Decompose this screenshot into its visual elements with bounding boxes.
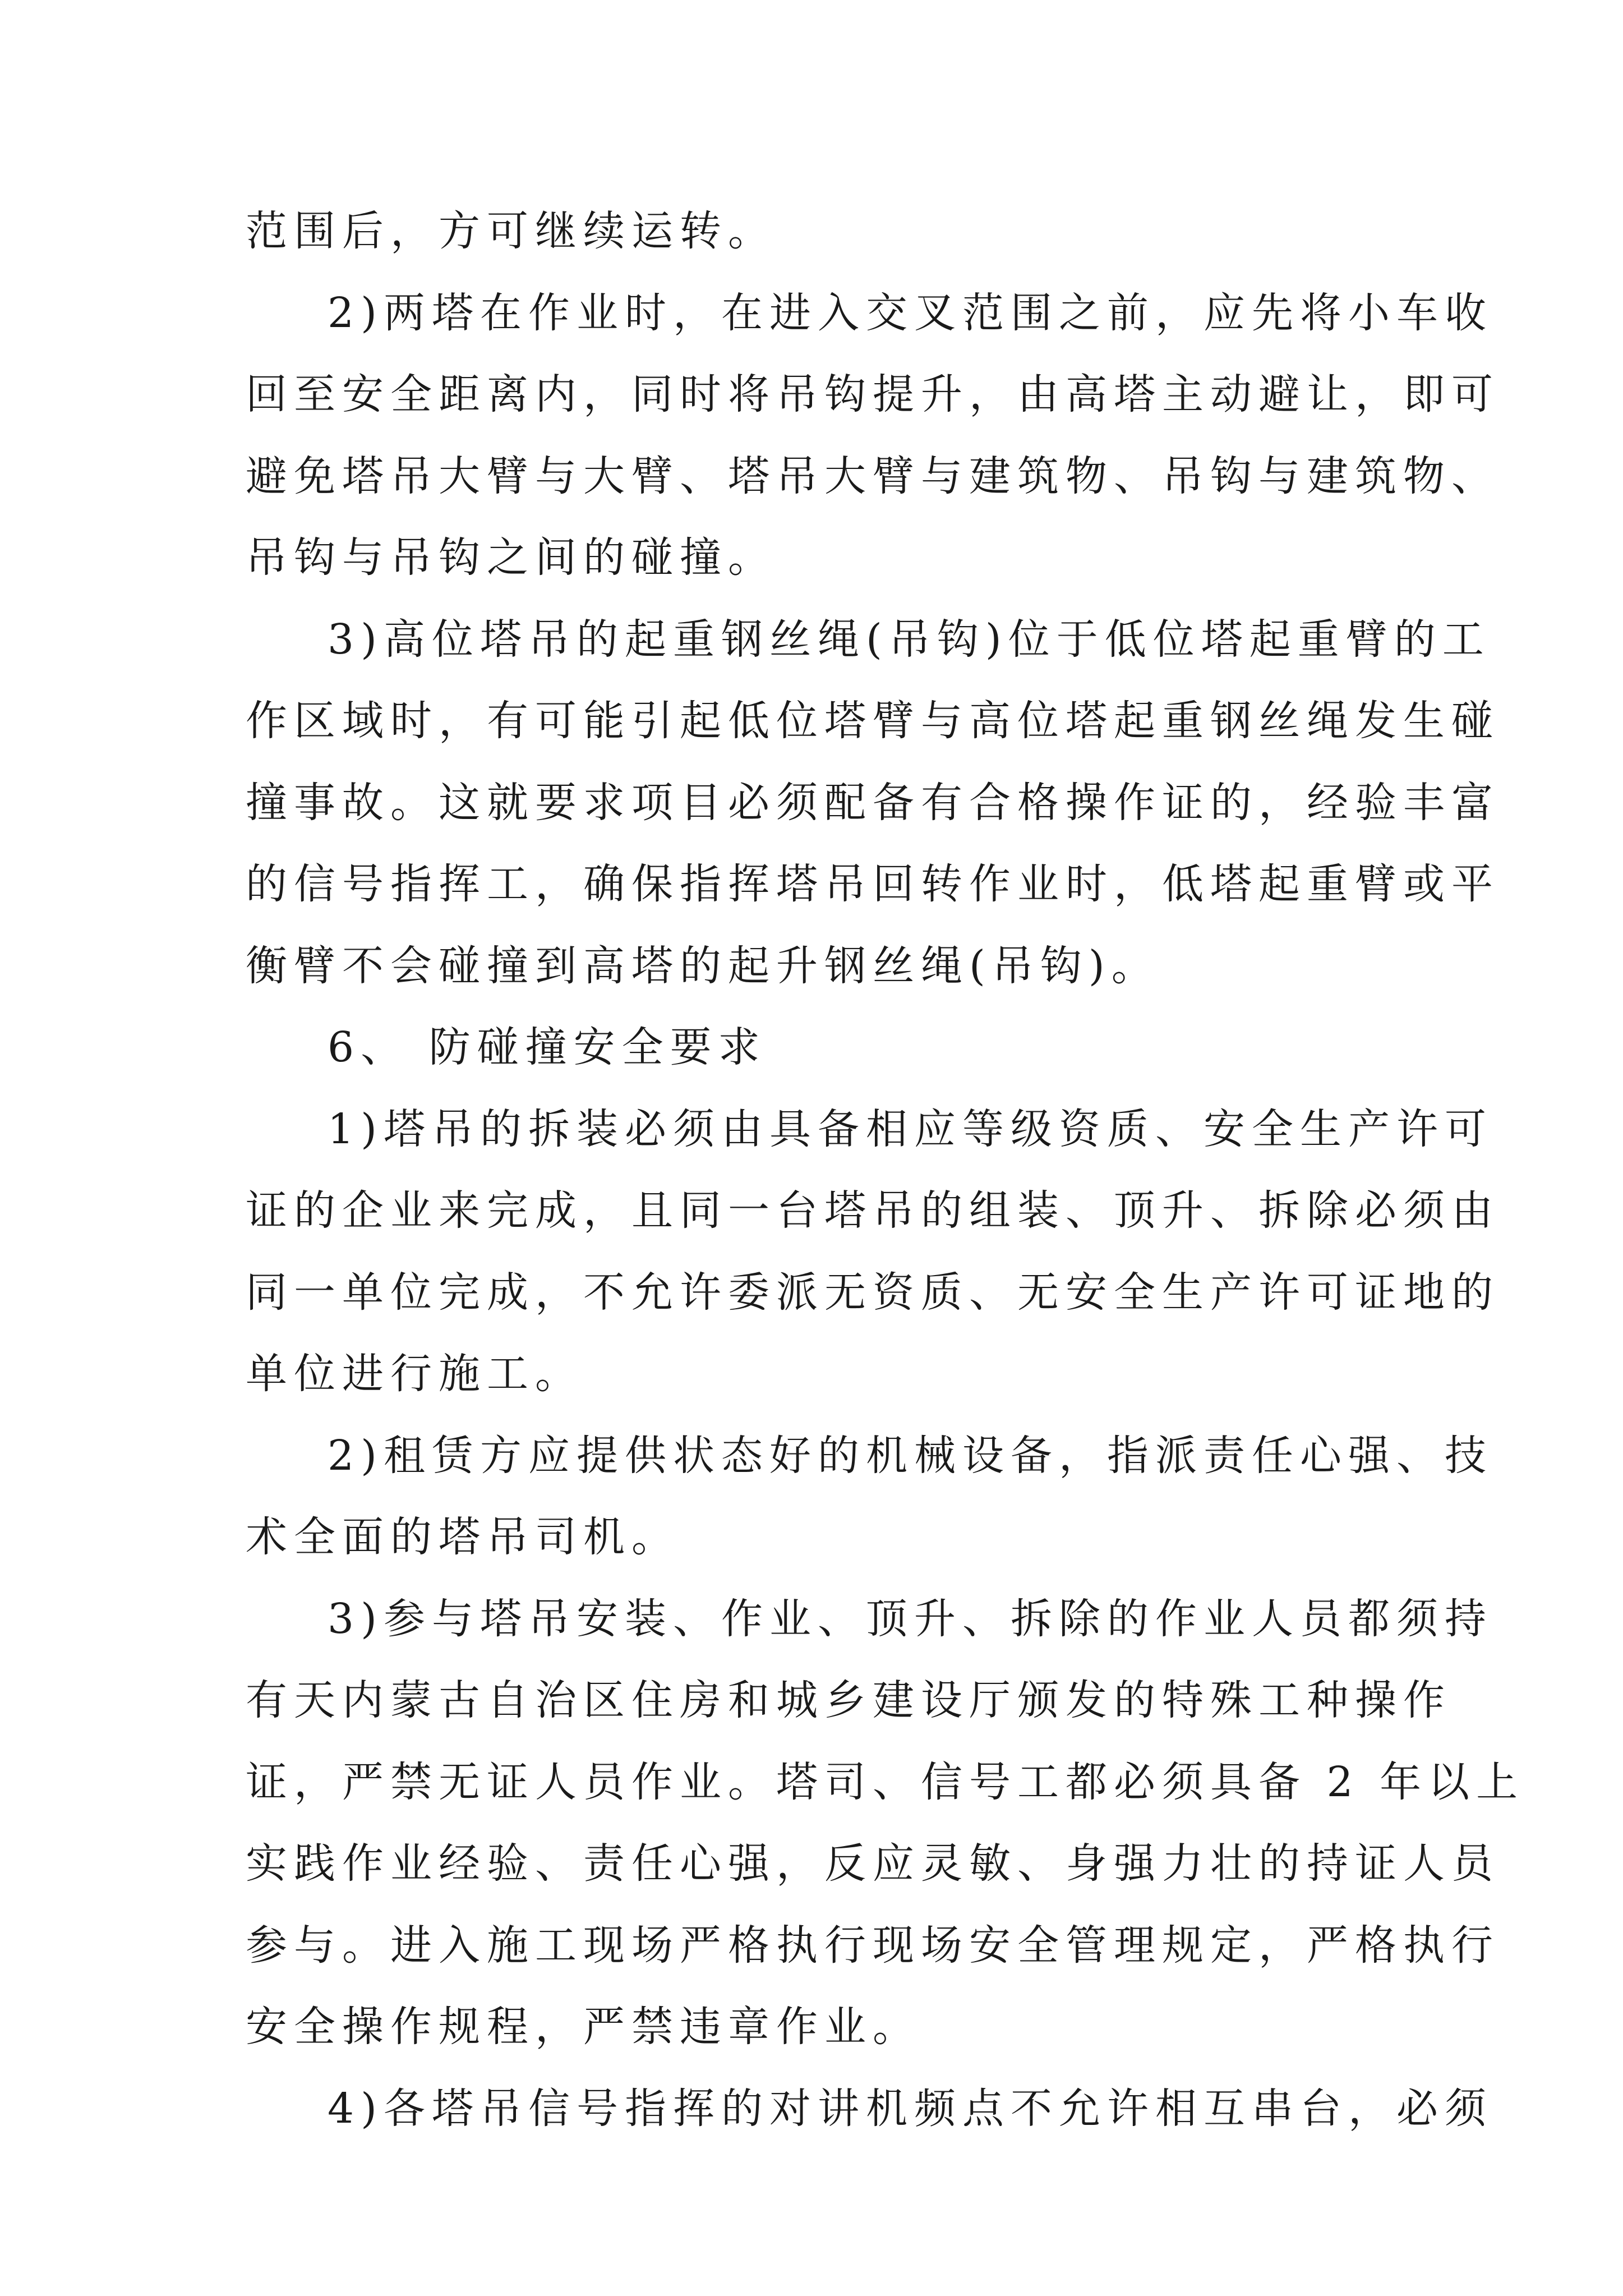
text-line: 术全面的塔吊司机。 <box>246 1513 680 1561</box>
text-line: 吊钩与吊钩之间的碰撞。 <box>246 533 776 582</box>
text-line: 1)塔吊的拆装必须由具备相应等级资质、安全生产许可 <box>328 1105 1493 1153</box>
text-line: 实践作业经验、责任心强，反应灵敏、身强力壮的持证人员 <box>246 1839 1500 1888</box>
document-body <box>246 191 1525 2150</box>
text-line: 证，严禁无证人员作业。塔司、信号工都必须具备 2 年以上 <box>246 1757 1525 1806</box>
text-line: 参与。进入施工现场严格执行现场安全管理规定，严格执行 <box>246 1921 1500 1970</box>
text-line: 同一单位完成，不允许委派无资质、无安全生产许可证地的 <box>246 1268 1500 1317</box>
text-line: 证的企业来完成，且同一台塔吊的组装、顶升、拆除必须由 <box>246 1186 1500 1235</box>
text-line: 2)两塔在作业时，在进入交叉范围之前，应先将小车收 <box>328 288 1493 337</box>
text-line: 3)参与塔吊安装、作业、顶升、拆除的作业人员都须持 <box>328 1594 1493 1643</box>
text-line: 作区域时，有可能引起低位塔臂与高位塔起重钢丝绳发生碰 <box>246 697 1500 745</box>
text-line: 有天内蒙古自治区住房和城乡建设厅颁发的特殊工种操作 <box>246 1676 1451 1724</box>
text-line: 4)各塔吊信号指挥的对讲机频点不允许相互串台，必须 <box>328 2084 1493 2133</box>
text-line: 范围后，方可继续运转。 <box>246 207 776 255</box>
text-line: 6、 防碰撞安全要求 <box>328 1023 767 1071</box>
text-line: 的信号指挥工，确保指挥塔吊回转作业时，低塔起重臂或平 <box>246 860 1500 908</box>
text-line: 避免塔吊大臂与大臂、塔吊大臂与建筑物、吊钩与建筑物、 <box>246 452 1500 500</box>
text-line: 3)高位塔吊的起重钢丝绳(吊钩)位于低位塔起重臂的工 <box>328 615 1491 664</box>
text-line: 撞事故。这就要求项目必须配备有合格操作证的，经验丰富 <box>246 778 1500 827</box>
text-line: 2)租赁方应提供状态好的机械设备，指派责任心强、技 <box>328 1431 1493 1480</box>
text-line: 单位进行施工。 <box>246 1350 583 1398</box>
text-line: 回至安全距离内，同时将吊钩提升，由高塔主动避让，即可 <box>246 370 1500 418</box>
text-line: 衡臂不会碰撞到高塔的起升钢丝绳(吊钩)。 <box>246 941 1160 990</box>
text-line: 安全操作规程，严禁违章作业。 <box>246 2003 921 2051</box>
